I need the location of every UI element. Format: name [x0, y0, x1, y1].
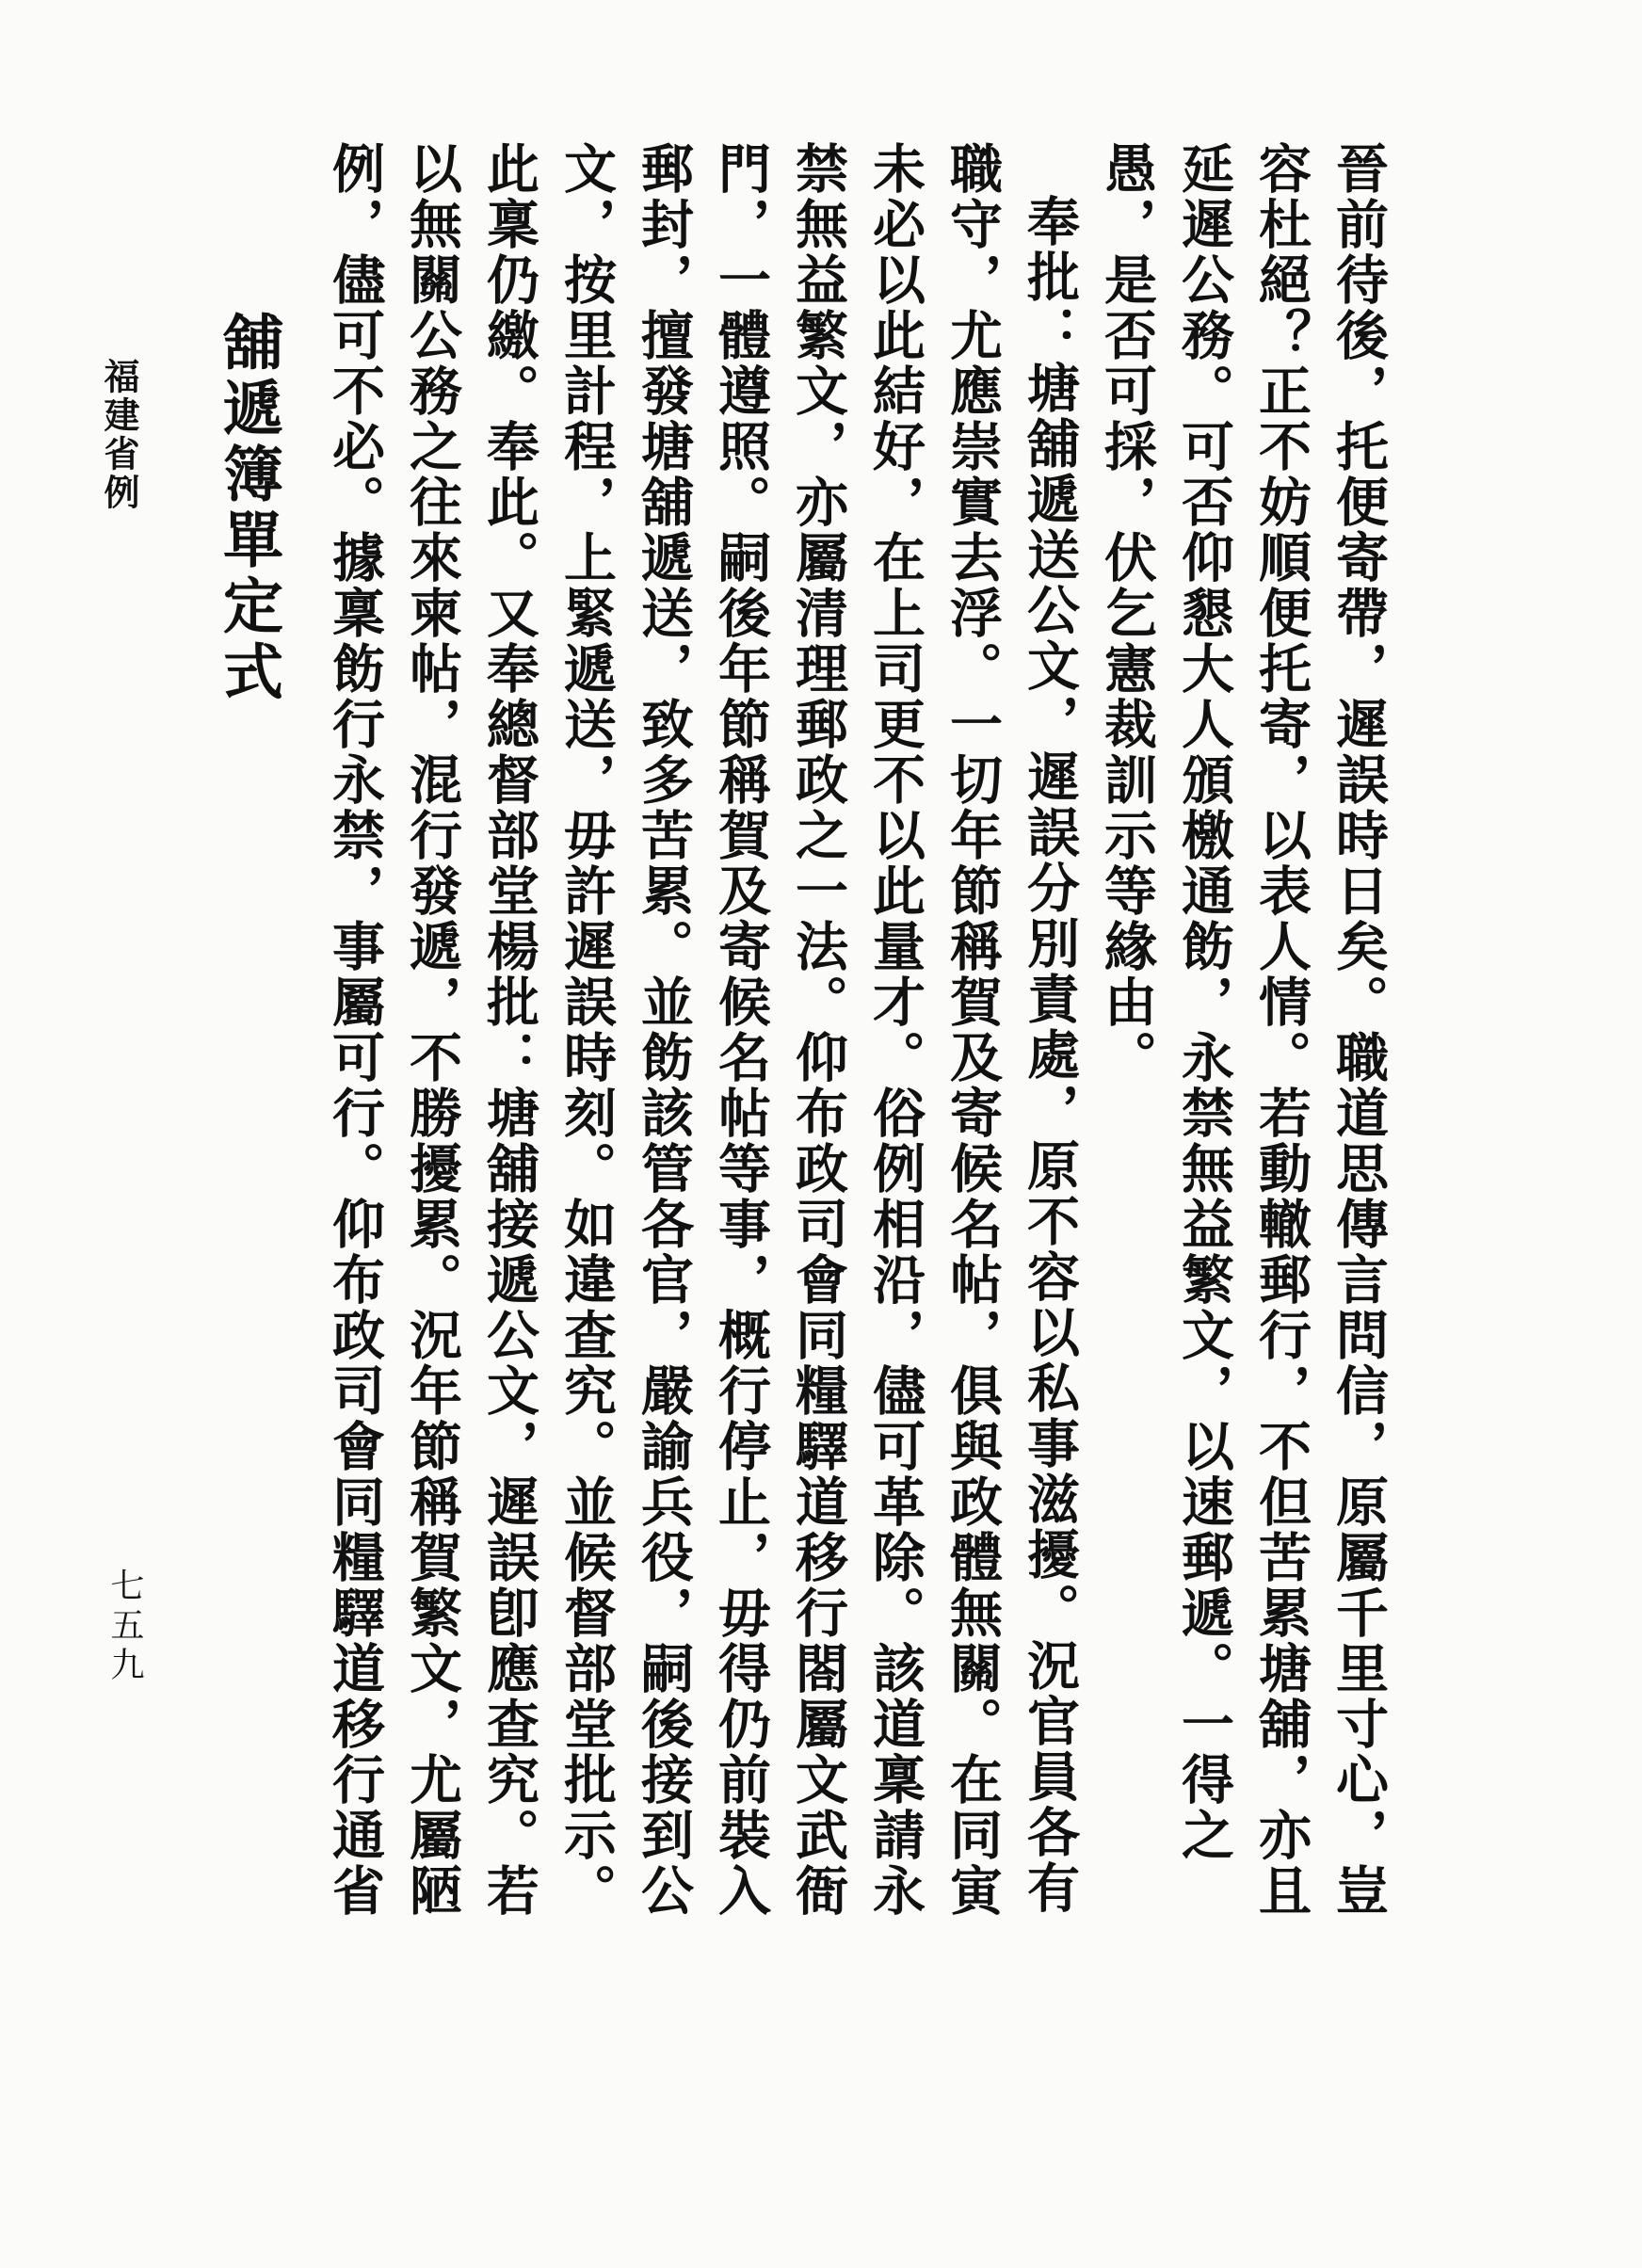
body-text [324, 141, 1397, 1930]
paragraph-report: 晉前待後，托便寄帶，遲誤時日矣。職道思傳言問信，原屬千里寸心，豈容杜絕？正不妨順便托寄，以表人情。若動轍郵行，不但苦累塘舖，亦且延遲公務。可否仰懇大人頒檄通飭，永禁無益繁文，以速郵遞。一得之愚，是否可採，伏乞憲裁訓示等緣由。 [1096, 141, 1390, 1919]
page-number: 七五九 [105, 1568, 144, 1686]
running-head: 福建省例 [98, 358, 140, 512]
paragraph-directive: 奉批：塘舖遞送公文，遲誤分別責處，原不容以私事滋擾。況官員各有職守，尤應崇實去浮。一切年節稱賀及寄候名帖，俱與政體無關。在同寅未必以此結好，在上司更不以此量才。俗例相沿，儘可革除。該道稟請永禁無益繁文，亦屬清理郵政之一法。仰布政司會同糧驛道移行閤屬文武衙門，一體遵照。嗣後年節稱賀及寄候名帖等事，概行停止，毋得仍前裝入郵封，擅發塘舖遞送，致多苦累。並飭該管各官，嚴諭兵役，嗣後接到公文，按里計程，上緊遞送，毋許遲誤時刻。如違查究。並候督部堂批示。此稟仍繳。奉此。又奉總督部堂楊批：塘舖接遞公文，遲誤卽應查究。若以無關公務之往來柬帖，混行發遞，不勝擾累。況年節稱賀繁文，尤屬陋例，儘可不必。據稟飭行永禁，事屬可行。仰布政司會同糧驛道移行通省 [324, 141, 1081, 1919]
section-title: 舖遞簿單定式 [213, 311, 283, 706]
